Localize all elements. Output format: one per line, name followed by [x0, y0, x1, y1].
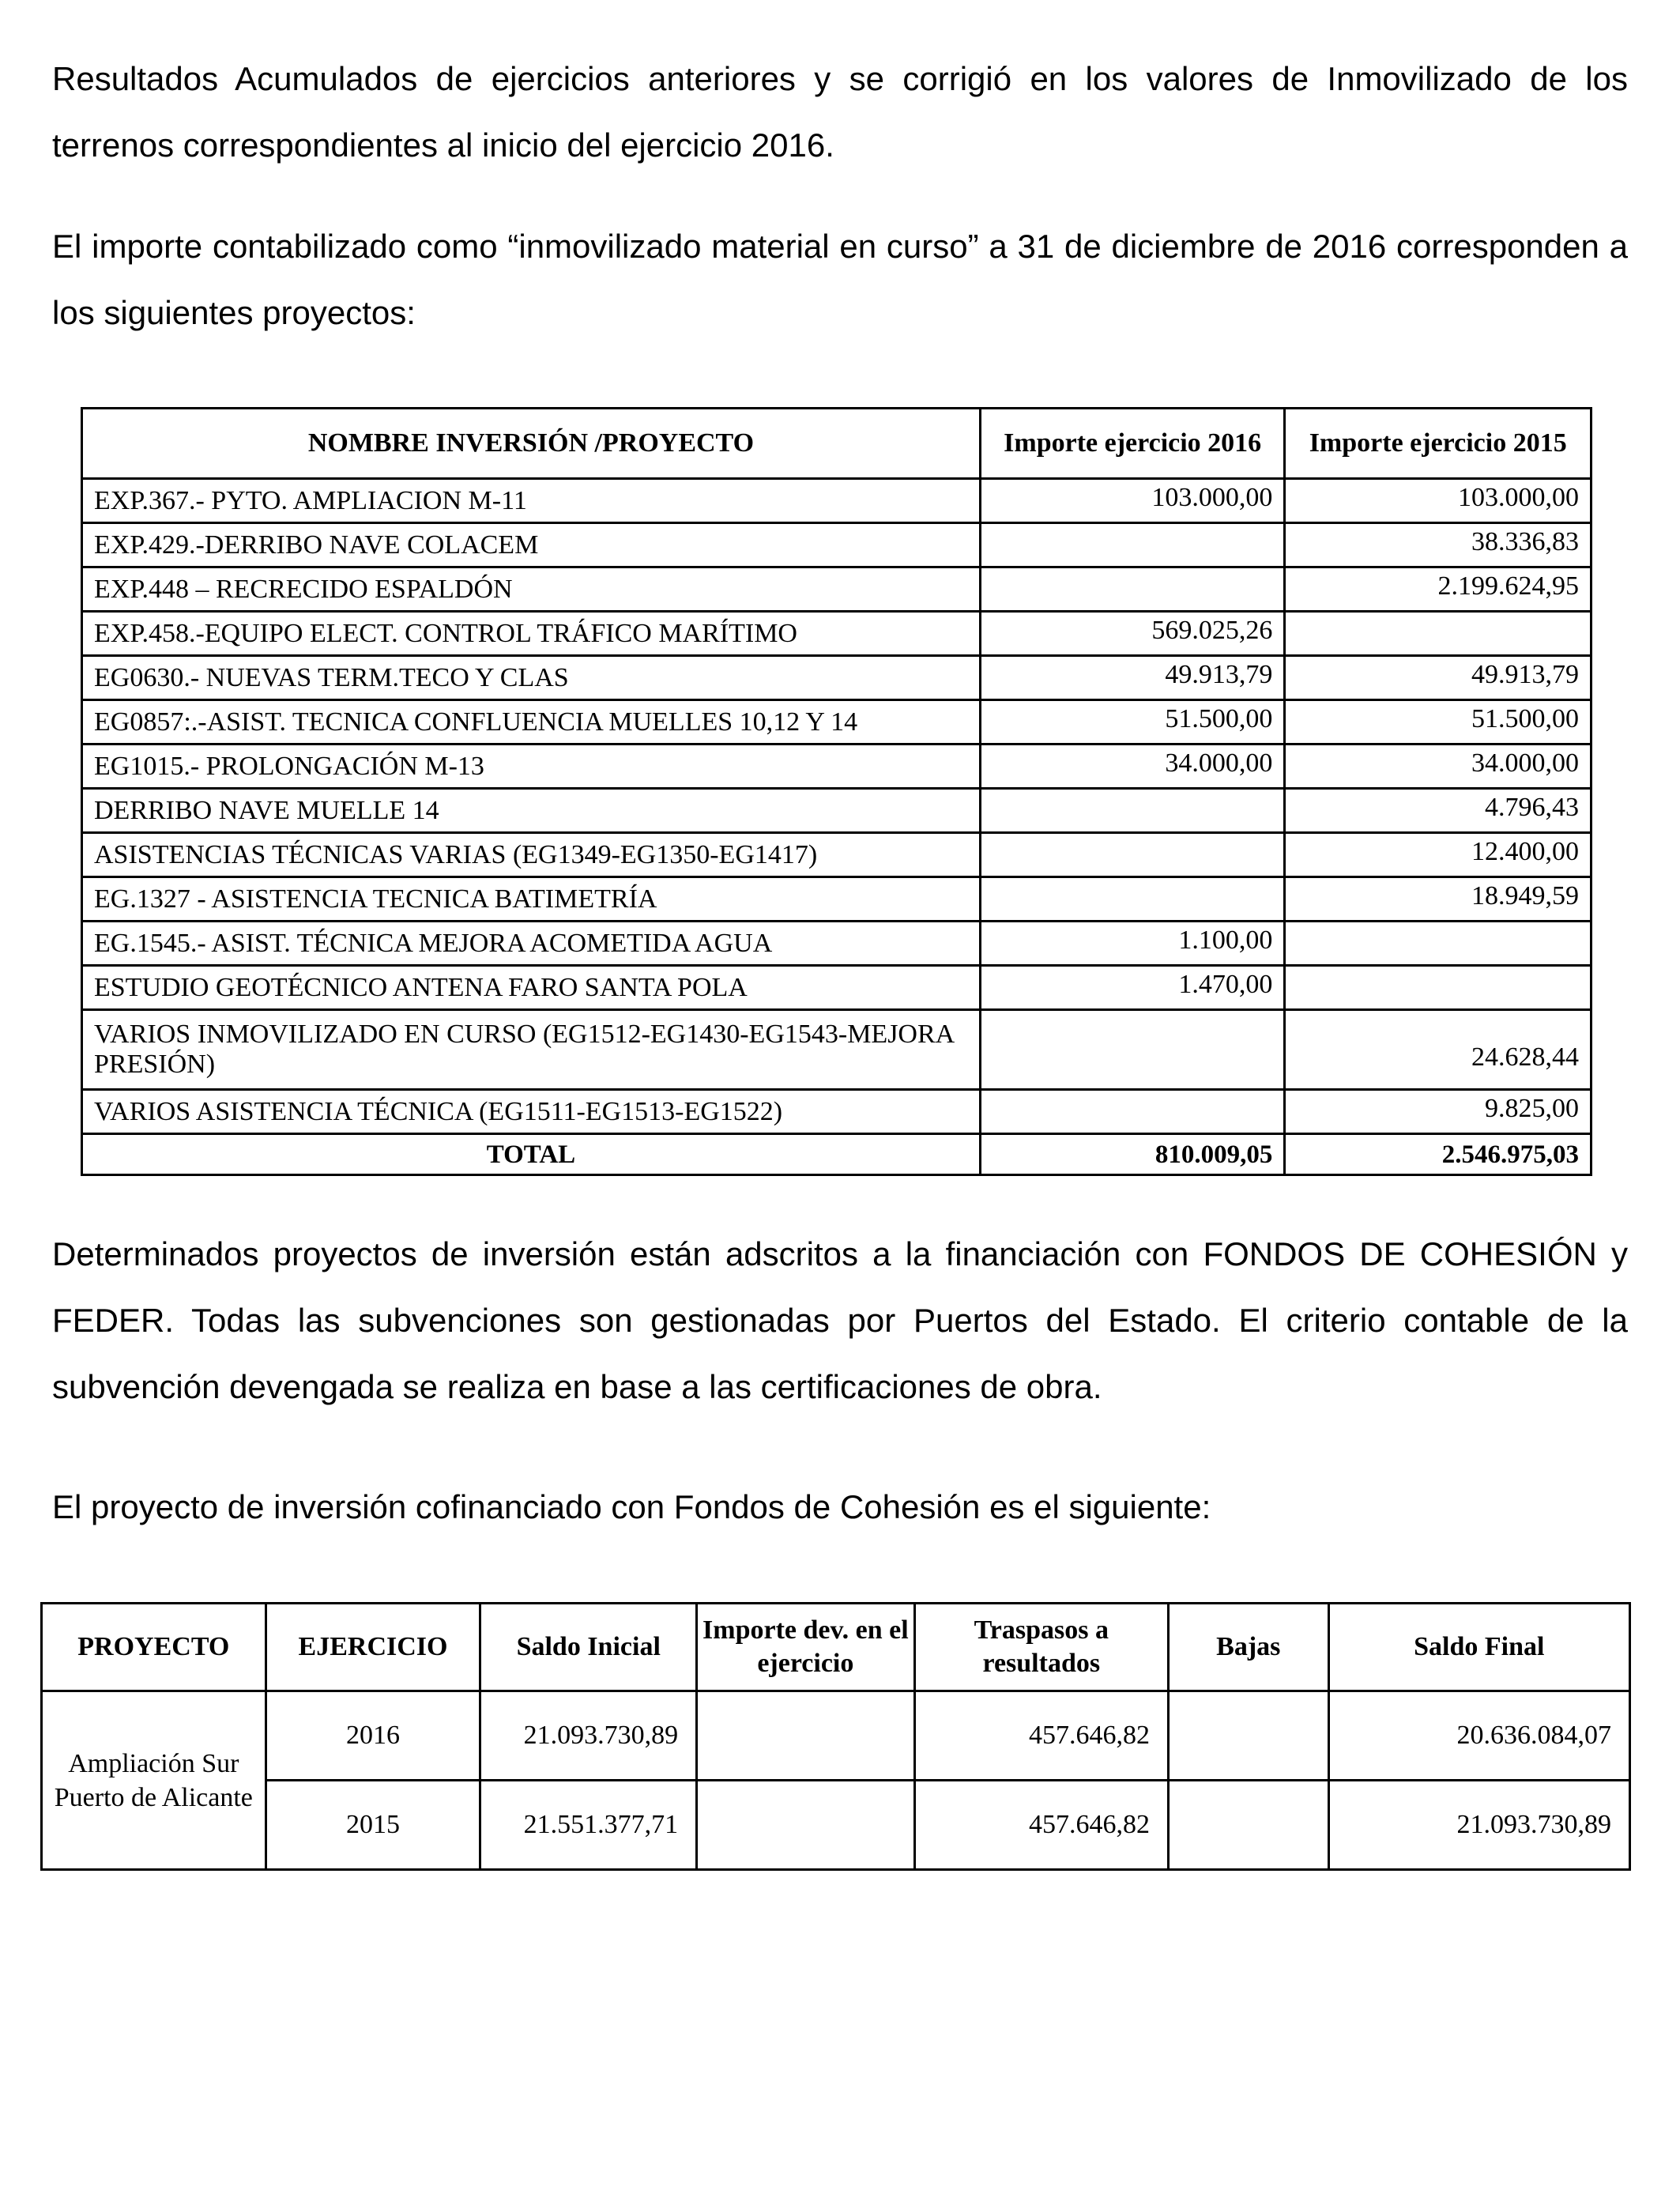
bajas	[1169, 1691, 1329, 1781]
amount-2016: 1.100,00	[980, 922, 1285, 966]
project-name: EXP.367.- PYTO. AMPLIACION M-11	[82, 479, 981, 523]
amount-2015: 12.400,00	[1285, 833, 1591, 877]
project-name: EG.1327 - ASISTENCIA TECNICA BATIMETRÍA	[82, 877, 981, 922]
amount-2015	[1285, 922, 1591, 966]
project-name: ASISTENCIAS TÉCNICAS VARIAS (EG1349-EG1350-EG1417)	[82, 833, 981, 877]
table-row	[82, 523, 1591, 567]
table-row	[82, 612, 1591, 656]
header-amount-2015: Importe ejercicio 2015	[1285, 409, 1591, 479]
saldo-final: 21.093.730,89	[1328, 1781, 1629, 1870]
amount-2015: 103.000,00	[1285, 479, 1591, 523]
saldo-inicial: 21.551.377,71	[480, 1781, 697, 1870]
table-row	[82, 922, 1591, 966]
amount-2016	[980, 1010, 1285, 1090]
ejercicio: 2016	[266, 1691, 480, 1781]
amount-2016: 103.000,00	[980, 479, 1285, 523]
amount-2016: 51.500,00	[980, 700, 1285, 745]
project-name: EXP.458.-EQUIPO ELECT. CONTROL TRÁFICO MARÍTIMO	[82, 612, 981, 656]
table-header-row	[82, 409, 1591, 479]
amount-2015: 34.000,00	[1285, 745, 1591, 789]
header-amount-2016: Importe ejercicio 2016	[980, 409, 1285, 479]
table-row	[82, 700, 1591, 745]
amount-2016	[980, 877, 1285, 922]
table-row	[82, 877, 1591, 922]
importe-dev	[697, 1691, 914, 1781]
total-label: TOTAL	[82, 1134, 981, 1175]
amount-2016	[980, 1090, 1285, 1134]
amount-2016: 569.025,26	[980, 612, 1285, 656]
amount-2015: 51.500,00	[1285, 700, 1591, 745]
table-row	[42, 1691, 1630, 1781]
traspasos: 457.646,82	[914, 1691, 1168, 1781]
paragraph-intro-table1: El importe contabilizado como “inmovilizado material en curso” a 31 de diciembre de 2016 corresponden a los siguientes proyectos:	[52, 228, 1628, 331]
header-ejercicio: EJERCICIO	[266, 1604, 480, 1691]
table-row	[82, 833, 1591, 877]
saldo-final: 20.636.084,07	[1328, 1691, 1629, 1781]
project-name: EG0857:.-ASIST. TECNICA CONFLUENCIA MUELLES 10,12 Y 14	[82, 700, 981, 745]
project-name: ESTUDIO GEOTÉCNICO ANTENA FARO SANTA POLA	[82, 966, 981, 1010]
amount-2015: 18.949,59	[1285, 877, 1591, 922]
table-row	[82, 789, 1591, 833]
table-row	[82, 966, 1591, 1010]
header-traspasos: Traspasos a resultados	[914, 1604, 1168, 1691]
amount-2016	[980, 789, 1285, 833]
amount-2015: 4.796,43	[1285, 789, 1591, 833]
project-name: EXP.448 – RECRECIDO ESPALDÓN	[82, 567, 981, 612]
amount-2015: 49.913,79	[1285, 656, 1591, 700]
table-header-row	[42, 1604, 1630, 1691]
project-name: Ampliación Sur Puerto de Alicante	[42, 1691, 266, 1870]
header-importe-dev: Importe dev. en el ejercicio	[697, 1604, 914, 1691]
project-name: VARIOS INMOVILIZADO EN CURSO (EG1512-EG1430-EG1543-MEJORA PRESIÓN)	[82, 1010, 981, 1090]
amount-2016: 1.470,00	[980, 966, 1285, 1010]
total-row	[82, 1134, 1591, 1175]
amount-2015: 38.336,83	[1285, 523, 1591, 567]
amount-2016: 49.913,79	[980, 656, 1285, 700]
header-saldo-final: Saldo Final	[1328, 1604, 1629, 1691]
amount-2015: 9.825,00	[1285, 1090, 1591, 1134]
table-row	[82, 567, 1591, 612]
paragraph-funding: Determinados proyectos de inversión están adscritos a la financiación con FONDOS DE COHESIÓN y FEDER. Todas las subvenciones son gestionadas por Puertos del Estado. El criterio contable de la subvención devengada se realiza en base a las certificaciones de obra.	[52, 1235, 1628, 1405]
amount-2016: 34.000,00	[980, 745, 1285, 789]
traspasos: 457.646,82	[914, 1781, 1168, 1870]
cohesion-fund-table	[40, 1602, 1631, 1871]
table-row	[82, 1090, 1591, 1134]
project-name: EG.1545.- ASIST. TÉCNICA MEJORA ACOMETIDA AGUA	[82, 922, 981, 966]
table-row	[42, 1781, 1630, 1870]
table-row	[82, 656, 1591, 700]
amount-2016	[980, 523, 1285, 567]
importe-dev	[697, 1781, 914, 1870]
table-row	[82, 745, 1591, 789]
header-project-name: NOMBRE INVERSIÓN /PROYECTO	[82, 409, 981, 479]
amount-2015	[1285, 612, 1591, 656]
paragraph-results: Resultados Acumulados de ejercicios anteriores y se corrigió en los valores de Inmovilizado de los terrenos correspondientes al inicio del ejercicio 2016.	[52, 60, 1628, 164]
amount-2015: 2.199.624,95	[1285, 567, 1591, 612]
project-name: DERRIBO NAVE MUELLE 14	[82, 789, 981, 833]
project-name: VARIOS ASISTENCIA TÉCNICA (EG1511-EG1513-EG1522)	[82, 1090, 981, 1134]
amount-2015: 24.628,44	[1285, 1010, 1591, 1090]
total-2016: 810.009,05	[980, 1134, 1285, 1175]
saldo-inicial: 21.093.730,89	[480, 1691, 697, 1781]
paragraph-intro-table2: El proyecto de inversión cofinanciado con Fondos de Cohesión es el siguiente:	[52, 1488, 1211, 1525]
project-name: EXP.429.-DERRIBO NAVE COLACEM	[82, 523, 981, 567]
amount-2015	[1285, 966, 1591, 1010]
project-name: EG1015.- PROLONGACIÓN M-13	[82, 745, 981, 789]
header-bajas: Bajas	[1169, 1604, 1329, 1691]
amount-2016	[980, 833, 1285, 877]
investment-projects-table	[81, 407, 1592, 1176]
project-name: EG0630.- NUEVAS TERM.TECO Y CLAS	[82, 656, 981, 700]
bajas	[1169, 1781, 1329, 1870]
header-proyecto: PROYECTO	[42, 1604, 266, 1691]
table-row	[82, 479, 1591, 523]
total-2015: 2.546.975,03	[1285, 1134, 1591, 1175]
amount-2016	[980, 567, 1285, 612]
table-row	[82, 1010, 1591, 1090]
ejercicio: 2015	[266, 1781, 480, 1870]
header-saldo-inicial: Saldo Inicial	[480, 1604, 697, 1691]
